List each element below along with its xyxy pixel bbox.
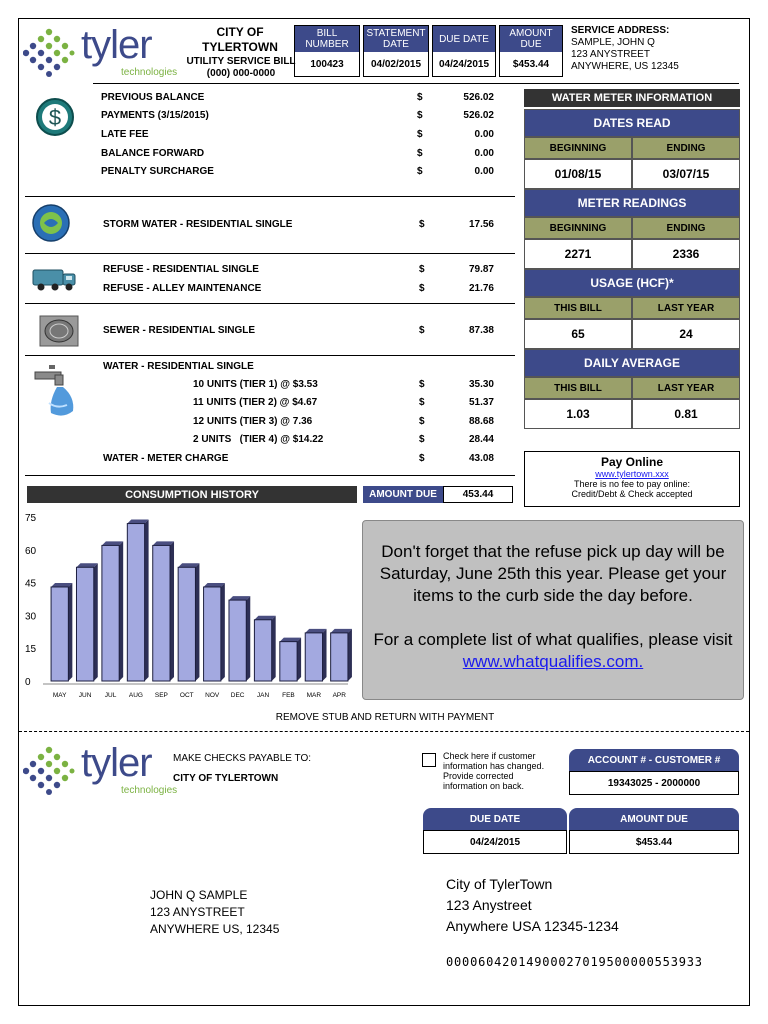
garbage-truck-icon (31, 266, 79, 294)
water-meter-charge-label: WATER - METER CHARGE (103, 453, 229, 464)
water-tier4-amount: 28.44 (468, 434, 494, 445)
bill-title: UTILITY SERVICE BILL (186, 56, 296, 67)
account-number-box (569, 749, 739, 797)
water-tier3-amount: 88.68 (468, 416, 494, 427)
water-tier3-currency: $ (419, 416, 425, 427)
stub-due-date-box (423, 808, 567, 856)
x-tick-label: NOV (205, 692, 220, 699)
x-tick-label: OCT (179, 692, 194, 699)
refuse-residential-label: REFUSE - RESIDENTIAL SINGLE (103, 264, 259, 275)
consumption-bar (153, 541, 174, 681)
date-end-value: 03/07/15 (632, 159, 740, 189)
dates-read-header: DATES READ (524, 109, 740, 137)
usage-last-value: 24 (632, 319, 740, 349)
balance-forward-amount: 0.00 (474, 148, 494, 159)
info-changed-checkbox[interactable] (422, 753, 436, 767)
water-meter-charge-amount: 43.08 (468, 453, 494, 464)
brand-subtitle: technologies (121, 67, 178, 78)
payments-label: PAYMENTS (3/15/2015) (101, 110, 209, 121)
water-faucet-icon (31, 363, 79, 423)
water-tier4-currency: $ (419, 434, 425, 445)
readings-beginning-label: BEGINNING (524, 217, 632, 239)
stub-due-date-label: DUE DATE (423, 808, 567, 830)
consumption-chart (23, 509, 358, 709)
usage-last-year-label: LAST YEAR (632, 297, 740, 319)
previous-balance-currency: $ (417, 92, 423, 103)
usage-this-value: 65 (524, 319, 632, 349)
payable-label: MAKE CHECKS PAYABLE TO: (173, 753, 312, 764)
amount-due-label: AMOUNT DUE (363, 486, 443, 503)
consumption-bar (229, 596, 250, 681)
daily-last-year-label: LAST YEAR (632, 377, 740, 399)
dollar-icon (35, 97, 75, 137)
water-meter-charge-currency: $ (419, 453, 425, 464)
consumption-bar (178, 563, 199, 681)
brand-name: tyler (81, 741, 152, 785)
y-tick-label: 15 (25, 644, 37, 656)
late-fee-label: LATE FEE (101, 129, 149, 140)
meter-readings-header: METER READINGS (524, 189, 740, 217)
water-tier1-label: 10 UNITS (TIER 1) @ $3.53 (193, 379, 318, 390)
remit-address: City of TylerTown 123 Anystreet Anywhere USA 12345-1234 (446, 876, 619, 934)
brand-subtitle: technologies (121, 785, 178, 796)
water-tier2-currency: $ (419, 397, 425, 408)
consumption-bar (127, 520, 148, 681)
refuse-alley-amount: 21.76 (468, 283, 494, 294)
header-divider (93, 83, 739, 84)
water-tier1-amount: 35.30 (468, 379, 494, 390)
amount-due-value: 453.44 (443, 486, 513, 503)
account-number-label: ACCOUNT # - CUSTOMER # (569, 749, 739, 771)
consumption-history-title: CONSUMPTION HISTORY (27, 486, 357, 503)
y-tick-label: 30 (25, 611, 37, 623)
tyler-logo (23, 23, 178, 81)
city-phone: (000) 000-0000 (206, 68, 276, 79)
stub-amount-due-label: AMOUNT DUE (569, 808, 739, 830)
refuse-residential-currency: $ (419, 264, 425, 275)
bill-number-box: BILL NUMBER 100423 (294, 25, 360, 77)
stub-due-date-value: 04/24/2015 (423, 830, 567, 854)
qualifies-text: For a complete list of what qualifies, please visit (373, 630, 733, 649)
penalty-surcharge-amount: 0.00 (474, 166, 494, 177)
meter-info-title: WATER METER INFORMATION (524, 89, 740, 107)
consumption-bar (102, 541, 123, 681)
x-tick-label: DEC (230, 692, 245, 699)
brand-name: tyler (81, 23, 152, 67)
balance-forward-currency: $ (417, 148, 423, 159)
y-tick-label: 45 (25, 578, 37, 590)
reading-end-value: 2336 (632, 239, 740, 269)
consumption-bar (305, 629, 326, 681)
payments-amount: 526.02 (463, 110, 494, 121)
pay-online-title: Pay Online (600, 455, 664, 469)
utility-bill (18, 18, 750, 1006)
storm-water-label: STORM WATER - RESIDENTIAL SINGLE (103, 219, 293, 230)
storm-water-amount: 17.56 (468, 219, 494, 230)
y-tick-label: 75 (25, 513, 37, 524)
x-tick-label: JAN (256, 692, 270, 699)
water-tier1-currency: $ (419, 379, 425, 390)
payments-currency: $ (417, 110, 423, 121)
refuse-notice-text: Don't forget that the refuse pick up day will be Saturday, June 25th this year. Please get your items to the curb side the day before. (379, 542, 727, 605)
consumption-bar (204, 583, 225, 681)
sewer-label: SEWER - RESIDENTIAL SINGLE (103, 325, 256, 336)
x-tick-label: MAR (306, 692, 322, 699)
y-tick-label: 0 (25, 677, 31, 688)
payable-to: CITY OF TYLERTOWN (173, 773, 279, 784)
storm-drain-icon (31, 203, 71, 243)
consumption-bar (331, 629, 352, 681)
statement-date-box: STATEMENT DATE 04/02/2015 (363, 25, 429, 77)
refuse-alley-currency: $ (419, 283, 425, 294)
due-date-box: DUE DATE 04/24/2015 (432, 25, 496, 77)
tyler-dots-icon (23, 27, 75, 77)
previous-balance-label: PREVIOUS BALANCE (101, 92, 205, 103)
water-tier3-label: 12 UNITS (TIER 3) @ 7.36 (193, 416, 313, 427)
refuse-residential-amount: 79.87 (468, 264, 494, 275)
readings-ending-label: ENDING (632, 217, 740, 239)
customer-address: JOHN Q SAMPLE 123 ANYSTREET ANYWHERE US, 12345 (150, 888, 280, 936)
sewer-cover-icon (39, 315, 79, 347)
charges-divider (25, 355, 515, 356)
daily-this-bill-label: THIS BILL (524, 377, 632, 399)
y-tick-label: 60 (25, 545, 37, 557)
water-residential-label: WATER - RESIDENTIAL SINGLE (103, 361, 254, 372)
micr-line: 00006042014900027019500000553933 (446, 955, 703, 969)
stub-amount-due-box (569, 808, 739, 856)
previous-balance-amount: 526.02 (463, 92, 494, 103)
x-tick-label: AUG (128, 692, 144, 699)
penalty-surcharge-currency: $ (417, 166, 423, 177)
dates-ending-label: ENDING (632, 137, 740, 159)
storm-water-currency: $ (419, 219, 425, 230)
dates-beginning-label: BEGINNING (524, 137, 632, 159)
x-tick-label: FEB (282, 692, 295, 699)
x-tick-label: APR (332, 692, 346, 699)
meter-info-panel (524, 89, 740, 429)
late-fee-amount: 0.00 (474, 129, 494, 140)
water-tier2-amount: 51.37 (468, 397, 494, 408)
usage-header: USAGE (HCF)* (524, 269, 740, 297)
stub-tyler-logo (23, 741, 178, 799)
charges-divider (25, 475, 515, 476)
sewer-amount: 87.38 (468, 325, 494, 336)
refuse-notice-box (362, 520, 744, 700)
x-tick-label: JUL (104, 692, 117, 699)
qualifies-link[interactable]: www.whatqualifies.com. (462, 652, 644, 671)
city-name: CITY OF TYLERTOWN (202, 25, 278, 54)
consumption-bar (254, 616, 275, 681)
daily-average-header: DAILY AVERAGE (524, 349, 740, 377)
pay-online-note: There is no fee to pay online: (573, 479, 691, 489)
balance-forward-label: BALANCE FORWARD (101, 148, 205, 159)
svg-text:$: $ (48, 105, 62, 130)
remove-stub-text: REMOVE STUB AND RETURN WITH PAYMENT (275, 712, 495, 723)
pay-online-link[interactable]: www.tylertown.xxx (595, 469, 669, 479)
x-tick-label: MAY (52, 692, 67, 699)
charges-divider (25, 196, 515, 197)
refuse-alley-label: REFUSE - ALLEY MAINTENANCE (103, 283, 262, 294)
usage-this-bill-label: THIS BILL (524, 297, 632, 319)
reading-begin-value: 2271 (524, 239, 632, 269)
pay-online-box (524, 451, 740, 507)
tyler-dots-icon (23, 745, 75, 795)
stub-tear-line (19, 731, 749, 732)
late-fee-currency: $ (417, 129, 423, 140)
charges-divider (25, 303, 515, 304)
amount-due-box: AMOUNT DUE $453.44 (499, 25, 563, 77)
sewer-currency: $ (419, 325, 425, 336)
water-tier2-label: 11 UNITS (TIER 2) @ $4.67 (193, 397, 318, 408)
info-changed-text: Check here if customer information has changed. Provide corrected information on back. (443, 751, 545, 791)
date-begin-value: 01/08/15 (524, 159, 632, 189)
penalty-surcharge-label: PENALTY SURCHARGE (101, 166, 214, 177)
pay-online-note: Credit/Debt & Check accepted (571, 489, 693, 499)
charges-divider (25, 253, 515, 254)
water-tier4-label: 2 UNITS (TIER 4) @ $14.22 (193, 434, 324, 445)
consumption-bar (51, 583, 72, 681)
consumption-bar (76, 563, 97, 681)
stub-amount-due-value: $453.44 (569, 830, 739, 854)
x-tick-label: JUN (78, 692, 92, 699)
daily-last-value: 0.81 (632, 399, 740, 429)
x-tick-label: SEP (154, 692, 168, 699)
consumption-bar (280, 638, 301, 681)
account-number-value: 19343025 - 2000000 (569, 771, 739, 795)
service-address: SERVICE ADDRESS: SAMPLE, JOHN Q 123 ANYSTREET ANYWHERE, US 12345 (571, 25, 679, 72)
daily-this-value: 1.03 (524, 399, 632, 429)
